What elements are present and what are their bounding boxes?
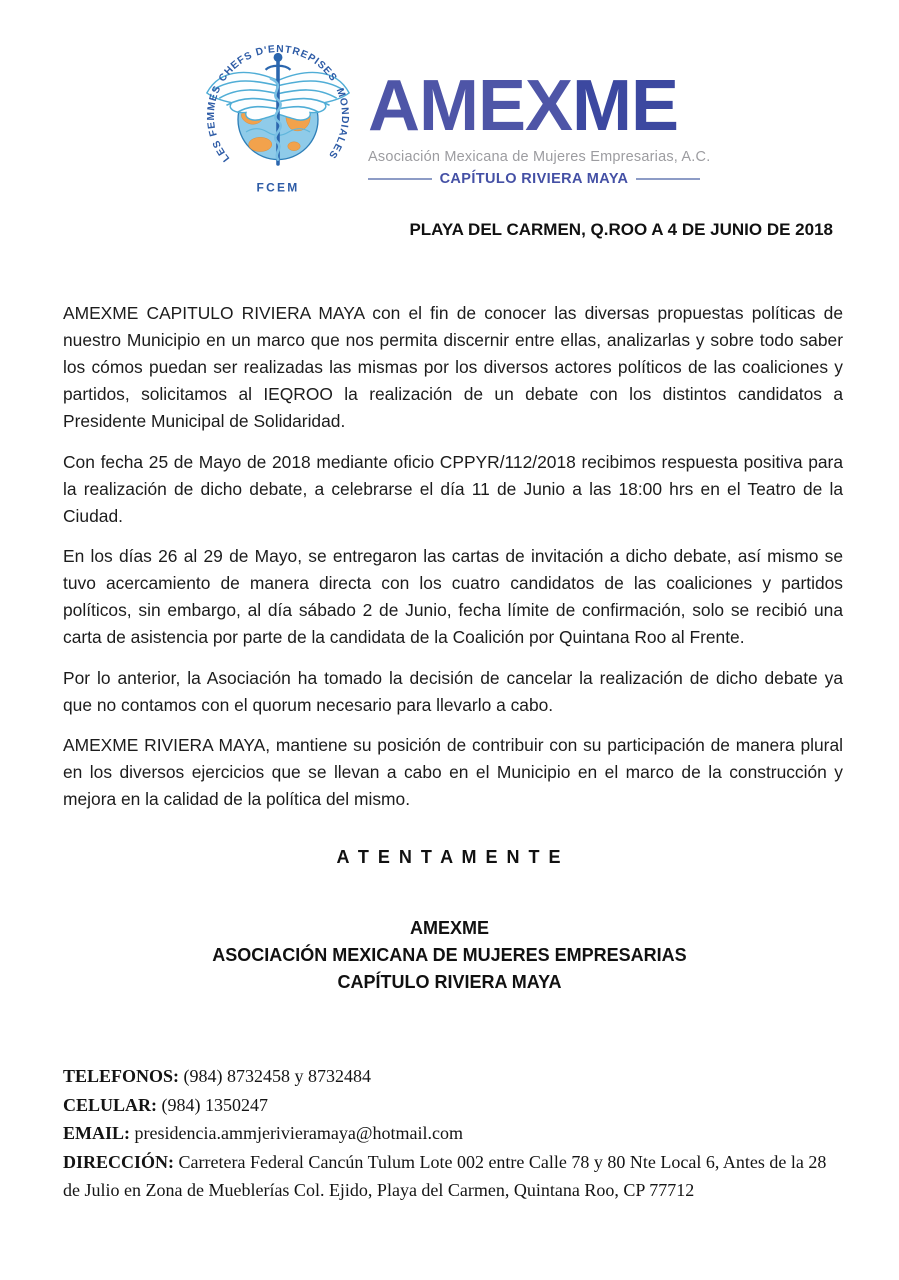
chapter-label: CAPÍTULO RIVIERA MAYA — [439, 171, 629, 187]
contact-value: (984) 1350247 — [161, 1094, 269, 1115]
paragraph: Con fecha 25 de Mayo de 2018 mediante oficio CPPYR/112/2018 recibimos respuesta positiva para la realización de dicho debate, a celebrarse el día 11 de Junio a las 18:00 hrs en el Teatro de la Ciudad. — [63, 451, 843, 526]
paragraph: En los días 26 al 29 de Mayo, se entregaron las cartas de invitación a dicho debate, así mismo se tuvo acercamiento de manera directa con los cuatro candidatos de las coaliciones y partidos políticos, sin embargo, al día sábado 2 de Junio, fecha límite de confirmación, solo se recibió una carta de asistencia por parte de la candidata de la Coalición por Quintana Roo al Frente. — [63, 546, 843, 647]
wordmark-amex: AMEX — [368, 66, 573, 146]
signature-org-name: ASOCIACIÓN MEXICANA DE MUJERES EMPRESARIAS — [212, 945, 687, 965]
banner-rule-right — [636, 178, 700, 180]
contact-footer — [63, 1062, 843, 1205]
contact-label: CELULAR: — [63, 1094, 158, 1115]
contact-value: Carretera Federal Cancún Tulum Lote 002 entre Calle 78 y 80 Nte Local 6, Antes de la 28 de Julio en Zona de Mueblerías Col. Ejido, Playa del Carmen, Quintana Roo, CP 77712 — [63, 1151, 827, 1200]
association-subtitle: Asociación Mexicana de Mujeres Empresarias, A.C. — [368, 149, 711, 165]
contact-email — [63, 1119, 843, 1148]
date-line: PLAYA DEL CARMEN, Q.ROO A 4 DE JUNIO DE 2018 — [409, 220, 833, 239]
amexme-wordmark — [368, 66, 700, 146]
signature-org-acronym: AMEXME — [409, 918, 489, 938]
banner-rule-left — [368, 178, 432, 180]
wordmark-me: ME — [572, 66, 679, 146]
contact-label: TELEFONOS: — [63, 1066, 180, 1086]
contact-label: EMAIL: — [63, 1123, 130, 1143]
wordmark-block — [368, 66, 711, 198]
letterhead — [0, 0, 899, 198]
contact-direccion — [63, 1148, 843, 1205]
fcem-emblem-icon — [198, 34, 358, 198]
chapter-banner — [368, 171, 700, 187]
letter-body — [63, 300, 843, 813]
emblem-arc-left-text: LES FEMMES — [205, 83, 233, 164]
contact-value: presidencia.ammjerivieramaya@hotmail.com — [134, 1123, 463, 1143]
paragraph: AMEXME RIVIERA MAYA, mantiene su posición de contribuir con su participación de manera plural en los diversos ejercicios que se llevan a cabo en el Municipio en el marco de la construcción y mejora en la calidad de la política del mismo. — [63, 735, 843, 809]
contact-label: DIRECCIÓN: — [63, 1151, 175, 1172]
contact-value: (984) 8732458 y 8732484 — [183, 1066, 372, 1086]
salutation: A T E N T A M E N T E — [336, 847, 563, 867]
contact-telefonos — [63, 1062, 843, 1091]
emblem-arc-top-text: CHEFS D'ENTREPISES — [217, 44, 339, 85]
paragraph: AMEXME CAPITULO RIVIERA MAYA con el fin de conocer las diversas propuestas políticas de nuestro Municipio en un marco que nos permita discernir entre ellas, analizarlas y sobre todo saber los cómos puedan ser realizadas las mismas por los diversos actores políticos de las coaliciones y partidos, solicitamos al IEQROO la realización de un debate con los distintos candidatos a Presidente Municipal de Solidaridad. — [63, 303, 843, 431]
emblem-fcem-text: FCEM — [256, 180, 300, 195]
contact-celular — [63, 1091, 843, 1120]
signature-block — [0, 915, 899, 996]
emblem-arc-right-text: MONDIALES — [325, 86, 351, 161]
signature-chapter: CAPÍTULO RIVIERA MAYA — [337, 972, 562, 992]
paragraph: Por lo anterior, la Asociación ha tomado la decisión de cancelar la realización de dicho debate ya que no contamos con el quorum necesario para llevarlo a cabo. — [63, 667, 843, 715]
